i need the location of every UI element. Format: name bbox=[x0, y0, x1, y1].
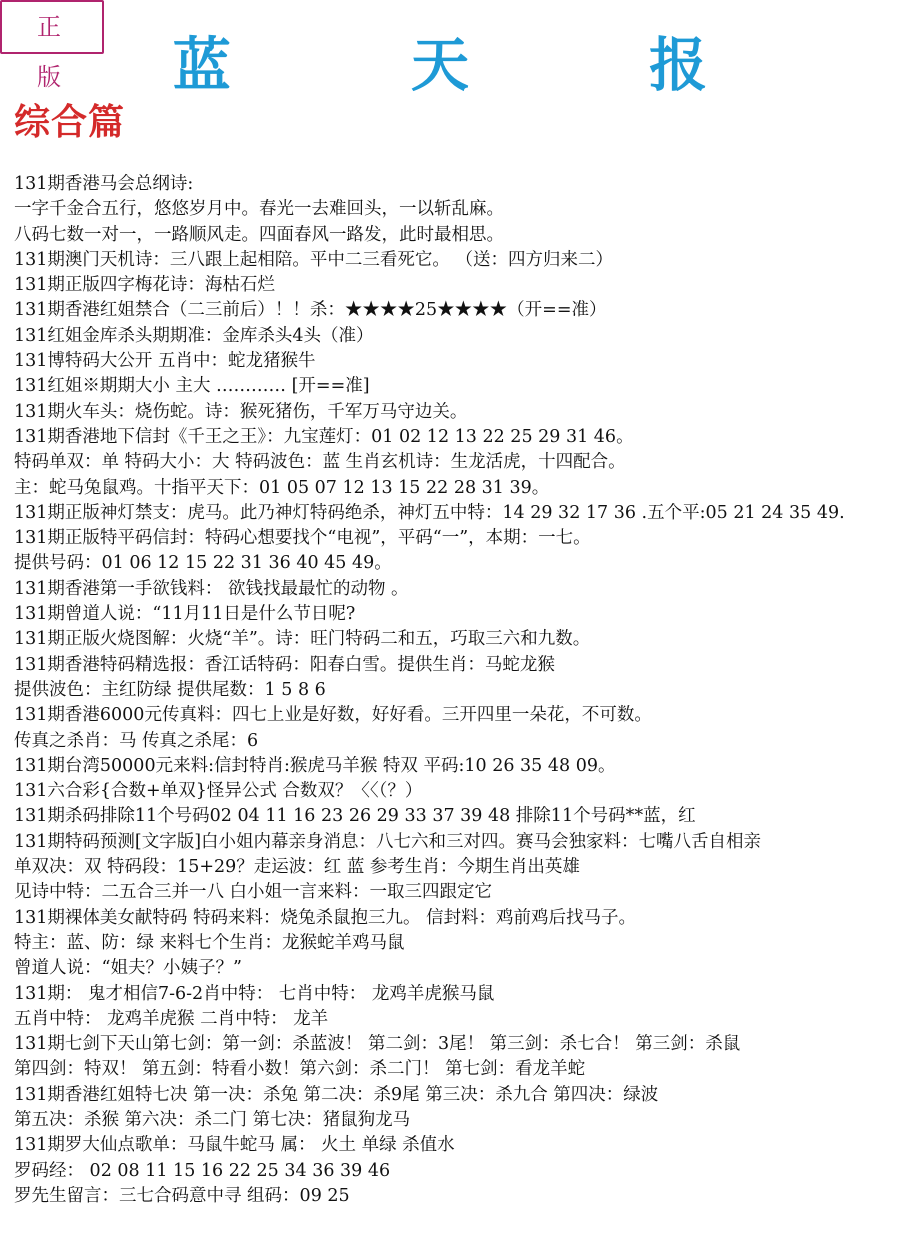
text-line: 131期香港红姐特七决 第一决：杀兔 第二决：杀9尾 第三决：杀九合 第四决：绿波 bbox=[14, 1084, 659, 1105]
text-line: 曾道人说：“姐夫？小姨子？” bbox=[14, 958, 242, 979]
text-line: 131期： 鬼才相信7-6-2肖中特： 七肖中特： 龙鸡羊虎猴马鼠 bbox=[14, 983, 495, 1004]
text-line: 131期香港第一手欲钱料： 欲钱找最最忙的动物 。 bbox=[14, 578, 409, 599]
text-line: 131期裸体美女献特码 特码来料：烧兔杀鼠抱三九。 信封料：鸡前鸡后找马子。 bbox=[14, 907, 637, 928]
text-line: 131红姐※期期大小 主大 ………… [开==准] bbox=[14, 376, 370, 397]
text-line: 一字千金合五行，悠悠岁月中。春光一去难回头，一以斩乱麻。 bbox=[14, 199, 504, 220]
text-line: 八码七数一对一，一路顺风走。四面春风一路发，此时最相思。 bbox=[14, 224, 504, 245]
text-line: 传真之杀肖：马 传真之杀尾：6 bbox=[14, 730, 259, 751]
text-line: 特码单双：单 特码大小：大 特码波色：蓝 生肖玄机诗：生龙活虎，十四配合。 bbox=[14, 452, 626, 473]
text-line: 131期七剑下天山第七剑：第一剑：杀蓝波！ 第二剑：3尾！ 第三剑：杀七合！ 第三剑：杀鼠 bbox=[14, 1034, 741, 1055]
text-line: 五肖中特： 龙鸡羊虎猴 二肖中特： 龙羊 bbox=[14, 1008, 329, 1029]
text-line: 131期正版火烧图解：火烧“羊”。诗：旺门特码二和五，巧取三六和九数。 bbox=[14, 629, 591, 650]
text-line: 131期正版神灯禁支：虎马。此乃神灯特码绝杀，神灯五中特：14 29 32 17 36 .五个平:05 21 24 35 49. bbox=[14, 502, 845, 523]
text-line: 第五决：杀猴 第六决：杀二门 第七决：猪鼠狗龙马 bbox=[14, 1109, 411, 1130]
text-line: 131期正版四字梅花诗：海枯石烂 bbox=[14, 275, 275, 296]
text-line: 131期香港地下信封《千王之王》：九宝莲灯：01 02 12 13 22 25 29 31 46。 bbox=[14, 426, 634, 447]
section-title: 综合篇 bbox=[14, 101, 126, 143]
text-line: 131期澳门天机诗：三八跟上起相陪。平中二三看死它。 （送：四方归来二） bbox=[14, 249, 613, 270]
text-line: 提供波色：主红防绿 提供尾数：1 5 8 6 bbox=[14, 679, 326, 700]
text-line: 131期杀码排除11个号码02 04 11 16 23 26 29 33 37 39 48 排除11个号码**蓝，红 bbox=[14, 806, 696, 827]
text-line: 131期罗大仙点歌单：马鼠牛蛇马 属： 火土 单绿 杀值水 bbox=[14, 1135, 455, 1156]
text-line: 131期正版特平码信封：特码心想要找个“电视”，平码“一”，本期：一七。 bbox=[14, 528, 591, 549]
text-line: 131博特码大公开 五肖中：蛇龙猪猴牛 bbox=[14, 351, 316, 372]
text-line: 主：蛇马兔鼠鸡。十指平天下：01 05 07 12 13 15 22 28 31 39。 bbox=[14, 477, 550, 498]
text-line: 特主：蓝、防：绿 来料七个生肖：龙猴蛇羊鸡马鼠 bbox=[14, 932, 405, 953]
text-line: 131期香港6000元传真料：四七上业是好数，好好看。三开四里一朵花，不可数。 bbox=[14, 705, 652, 726]
text-line: 131期香港特码精选报：香江话特码：阳春白雪。提供生肖：马蛇龙猴 bbox=[14, 654, 555, 675]
text-line: 单双决：双 特码段：15+29？走运波：红 蓝 参考生肖：今期生肖出英雄 bbox=[14, 857, 580, 878]
text-line: 见诗中特：二五合三并一八 白小姐一言来料：一取三四跟定它 bbox=[14, 882, 493, 903]
text-line: 第四剑：特双！ 第五剑：特看小数！第六剑：杀二门！ 第七剑：看龙羊蛇 bbox=[14, 1059, 586, 1080]
text-line: 131期火车头：烧伤蛇。诗：猴死猪伤，千军万马守边关。 bbox=[14, 401, 468, 422]
page-title: 蓝 天 报 bbox=[172, 31, 788, 99]
text-line: 提供号码：01 06 12 15 22 31 36 40 45 49。 bbox=[14, 553, 392, 574]
text-line: 131期香港马会总纲诗: bbox=[14, 174, 194, 194]
text-line: 131期台湾50000元来料:信封特肖:猴虎马羊猴 特双 平码:10 26 35 48 09。 bbox=[14, 755, 616, 776]
text-line: 罗先生留言：三七合码意中寻 组码：09 25 bbox=[14, 1185, 350, 1206]
text-line: 131六合彩{合数+单双}怪异公式 合数双？〈〈（？） bbox=[14, 781, 423, 802]
text-line: 131期香港红姐禁合（二三前后）！！杀：★★★★25★★★★（开==准） bbox=[14, 300, 607, 321]
text-line: 131红姐金库杀头期期准：金库杀头4头（准） bbox=[14, 325, 374, 346]
text-line: 131期特码预测[文字版]白小姐内幕亲身消息：八七六和三对四。赛马会独家料：七嘴八舌自相亲 bbox=[14, 831, 762, 852]
content-lines bbox=[14, 172, 900, 1209]
text-line: 131期曾道人说：“11月11日是什么节日呢? bbox=[14, 604, 356, 625]
official-edition-badge: 正 版 bbox=[0, 0, 104, 54]
text-line: 罗码经： 02 08 11 15 16 22 25 34 36 39 46 bbox=[14, 1160, 391, 1181]
